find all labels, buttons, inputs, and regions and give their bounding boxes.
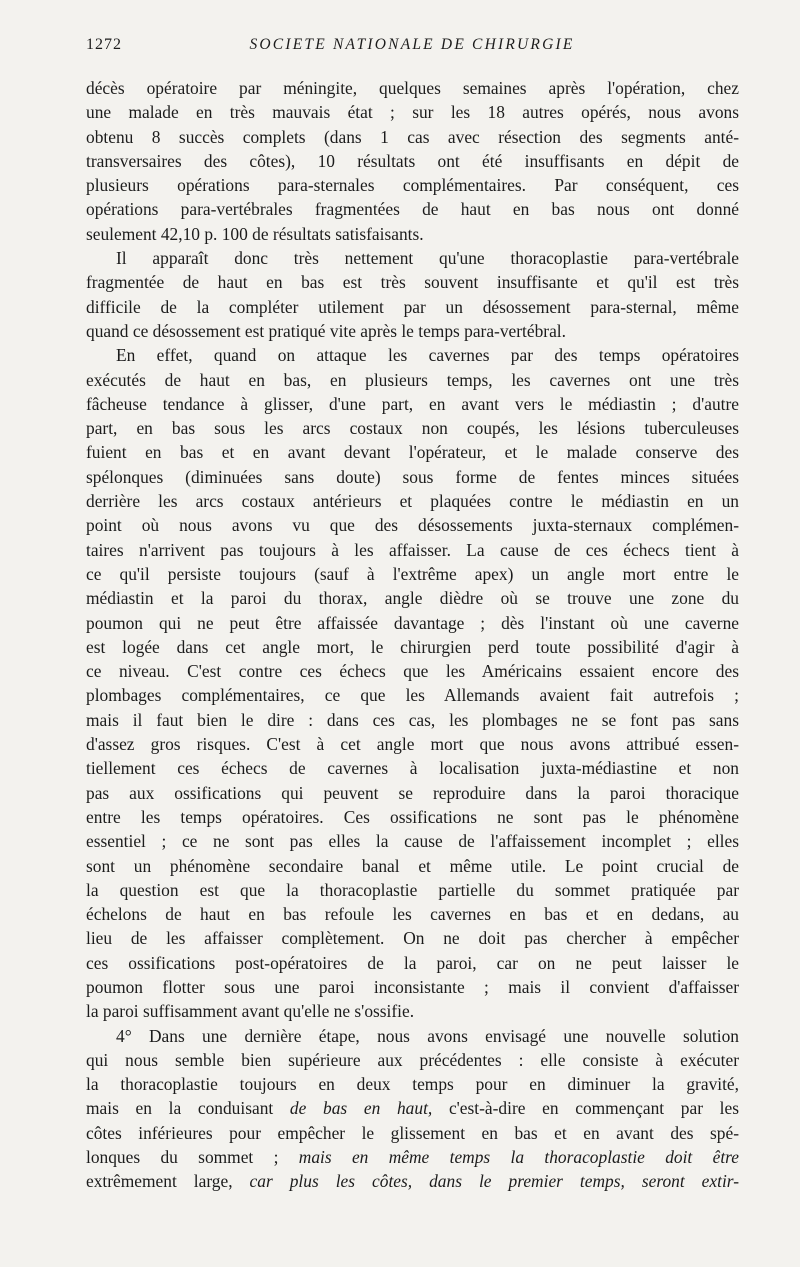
- text-segment: En effet, quand on attaque les cavernes par des temps opératoires: [116, 345, 739, 366]
- text-line: [86, 513, 739, 537]
- text-line: [86, 999, 739, 1023]
- text-segment: plombages complémentaires, ce que les Allemands avaient fait autrefois ;: [86, 685, 739, 706]
- text-segment: opérations para-vertébrales fragmentées de haut en bas nous ont donné: [86, 199, 739, 220]
- text-line: [86, 1096, 739, 1120]
- text-line: [86, 125, 739, 149]
- text-segment: fuient en bas et en avant devant l'opérateur, et le malade conserve des: [86, 442, 739, 463]
- text-line: [86, 902, 739, 926]
- text-segment: derrière les arcs costaux antérieurs et plaquées contre le médiastin en un: [86, 491, 739, 512]
- text-segment: entre les temps opératoires. Ces ossifications ne sont pas le phénomène: [86, 806, 739, 827]
- text-segment: mais en la conduisant: [86, 1098, 290, 1119]
- text-line: [86, 975, 739, 999]
- text-segment: médiastin et la paroi du thorax, angle dièdre où se trouve une zone du: [86, 588, 739, 609]
- text-segment: transversaires des côtes), 10 résultats ont été insuffisants en dépit de: [86, 150, 739, 171]
- text-segment: 4° Dans une dernière étape, nous avons envisagé une nouvelle solution: [116, 1025, 739, 1046]
- paragraph: [86, 76, 739, 246]
- italic-text: car plus les côtes, dans le premier temps, seront extir-: [232, 1171, 739, 1192]
- text-segment: spélonques (diminuées sans doute) sous forme de fentes minces situées: [86, 466, 739, 487]
- text-segment: extrêmement large,: [86, 1171, 233, 1192]
- text-segment: la question est que la thoracoplastie partielle du sommet pratiquée par: [86, 879, 739, 900]
- text-segment: une malade en très mauvais état ; sur les 18 autres opérés, nous avons: [86, 102, 739, 123]
- text-line: [86, 440, 739, 464]
- text-line: [86, 1048, 739, 1072]
- text-line: [86, 878, 739, 902]
- text-segment: difficile de la compléter utilement par un désossement para-sternal, même: [86, 296, 739, 317]
- text-line: [86, 951, 739, 975]
- text-line: [86, 270, 739, 294]
- text-line: [86, 392, 739, 416]
- text-line: [86, 708, 739, 732]
- text-segment: d'assez gros risques. C'est à cet angle mort que nous avons attribué essen-: [86, 734, 739, 755]
- text-line: [86, 489, 739, 513]
- text-line: [86, 368, 739, 392]
- text-line: [86, 854, 739, 878]
- text-segment: échelons de haut en bas refoule les cavernes en bas et en dedans, au: [86, 904, 739, 925]
- text-segment: point où nous avons vu que des désossements juxta-sternaux complémen-: [86, 515, 739, 536]
- text-segment: poumon qui ne peut être affaissée davantage ; dès l'instant où une caverne: [86, 612, 739, 633]
- text-segment: obtenu 8 succès complets (dans 1 cas avec résection des segments anté-: [86, 126, 739, 147]
- text-line: [86, 343, 739, 367]
- text-line: [86, 319, 739, 343]
- text-segment: tiellement ces échecs de cavernes à localisation juxta-médiastine et non: [86, 758, 739, 779]
- text-segment: mais il faut bien le dire : dans ces cas, les plombages ne se font pas sans: [86, 709, 739, 730]
- text-line: [86, 465, 739, 489]
- italic-text: de bas en haut,: [289, 1098, 433, 1119]
- text-segment: la paroi suffisamment avant qu'elle ne s'ossifie.: [86, 1001, 415, 1022]
- text-segment: poumon flotter sous une paroi inconsistante ; mais il convient d'affaisser: [86, 976, 739, 997]
- text-segment: ce qu'il persiste toujours (sauf à l'extrême apex) un angle mort entre le: [86, 563, 739, 584]
- text-line: [86, 1169, 739, 1193]
- text-segment: fâcheuse tendance à glisser, d'une part, en avant vers le médiastin ; d'autre: [86, 393, 739, 414]
- text-line: [86, 781, 739, 805]
- text-line: [86, 100, 739, 124]
- text-line: [86, 829, 739, 853]
- text-line: [86, 76, 739, 100]
- page-number: 1272: [86, 36, 122, 53]
- text-line: [86, 295, 739, 319]
- text-segment: qui nous semble bien supérieure aux précédentes : elle consiste à exécuter: [86, 1049, 739, 1070]
- text-segment: lieu de les affaisser complètement. On ne doit pas chercher à empêcher: [86, 928, 739, 949]
- text-segment: essentiel ; ce ne sont pas elles la cause de l'affaissement incomplet ; elles: [86, 831, 739, 852]
- text-line: [86, 416, 739, 440]
- text-segment: quand ce désossement est pratiqué vite après le temps para-vertébral.: [86, 320, 566, 341]
- text-segment: ces ossifications post-opératoires de la paroi, car on ne peut laisser le: [86, 952, 739, 973]
- text-line: [86, 246, 739, 270]
- paragraph: [86, 343, 739, 1023]
- text-segment: part, en bas sous les arcs costaux non coupés, les lésions tuberculeuses: [86, 418, 739, 439]
- text-line: [86, 1072, 739, 1096]
- text-segment: taires n'arrivent pas toujours à les affaisser. La cause de ces échecs tient à: [86, 539, 739, 560]
- paragraph: [86, 1024, 739, 1194]
- text-segment: exécutés de haut en bas, en plusieurs temps, les cavernes ont une très: [86, 369, 739, 390]
- text-line: [86, 659, 739, 683]
- text-segment: plusieurs opérations para-sternales complémentaires. Par conséquent, ces: [86, 175, 739, 196]
- text-line: [86, 197, 739, 221]
- italic-text: mais en même temps la thoracoplastie doit être: [298, 1147, 739, 1168]
- text-line: [86, 805, 739, 829]
- text-segment: décès opératoire par méningite, quelques semaines après l'opération, chez: [86, 78, 739, 98]
- text-segment: Il apparaît donc très nettement qu'une thoracoplastie para-vertébrale: [116, 248, 739, 269]
- text-line: [86, 586, 739, 610]
- text-segment: pas aux ossifications qui peuvent se reproduire dans la paroi thoracique: [86, 782, 739, 803]
- page-header: [86, 36, 738, 60]
- text-segment: fragmentée de haut en bas est très souvent insuffisante et qu'il est très: [86, 272, 739, 293]
- body-text: [86, 76, 739, 1194]
- text-line: [86, 562, 739, 586]
- text-line: [86, 756, 739, 780]
- text-line: [86, 222, 739, 246]
- text-line: [86, 1121, 739, 1145]
- text-line: [86, 635, 739, 659]
- text-line: [86, 1024, 739, 1048]
- text-segment: lonques du sommet ;: [86, 1147, 299, 1168]
- text-line: [86, 926, 739, 950]
- text-segment: c'est-à-dire en commençant par les: [432, 1098, 739, 1119]
- text-line: [86, 149, 739, 173]
- text-line: [86, 732, 739, 756]
- text-segment: ce niveau. C'est contre ces échecs que les Américains essaient encore des: [86, 661, 739, 682]
- text-line: [86, 683, 739, 707]
- text-segment: seulement 42,10 p. 100 de résultats satisfaisants.: [86, 223, 424, 244]
- text-segment: sont un phénomène secondaire banal et même utile. Le point crucial de: [86, 855, 739, 876]
- text-segment: côtes inférieures pour empêcher le glissement en bas et en avant des spé-: [86, 1122, 739, 1143]
- text-segment: est logée dans cet angle mort, le chirurgien perd toute possibilité d'agir à: [86, 636, 739, 657]
- text-line: [86, 611, 739, 635]
- running-title: SOCIETE NATIONALE DE CHIRURGIE: [249, 36, 575, 53]
- text-segment: la thoracoplastie toujours en deux temps pour en diminuer la gravité,: [86, 1074, 739, 1095]
- text-line: [86, 1145, 739, 1169]
- text-line: [86, 173, 739, 197]
- paragraph: [86, 246, 739, 343]
- text-line: [86, 538, 739, 562]
